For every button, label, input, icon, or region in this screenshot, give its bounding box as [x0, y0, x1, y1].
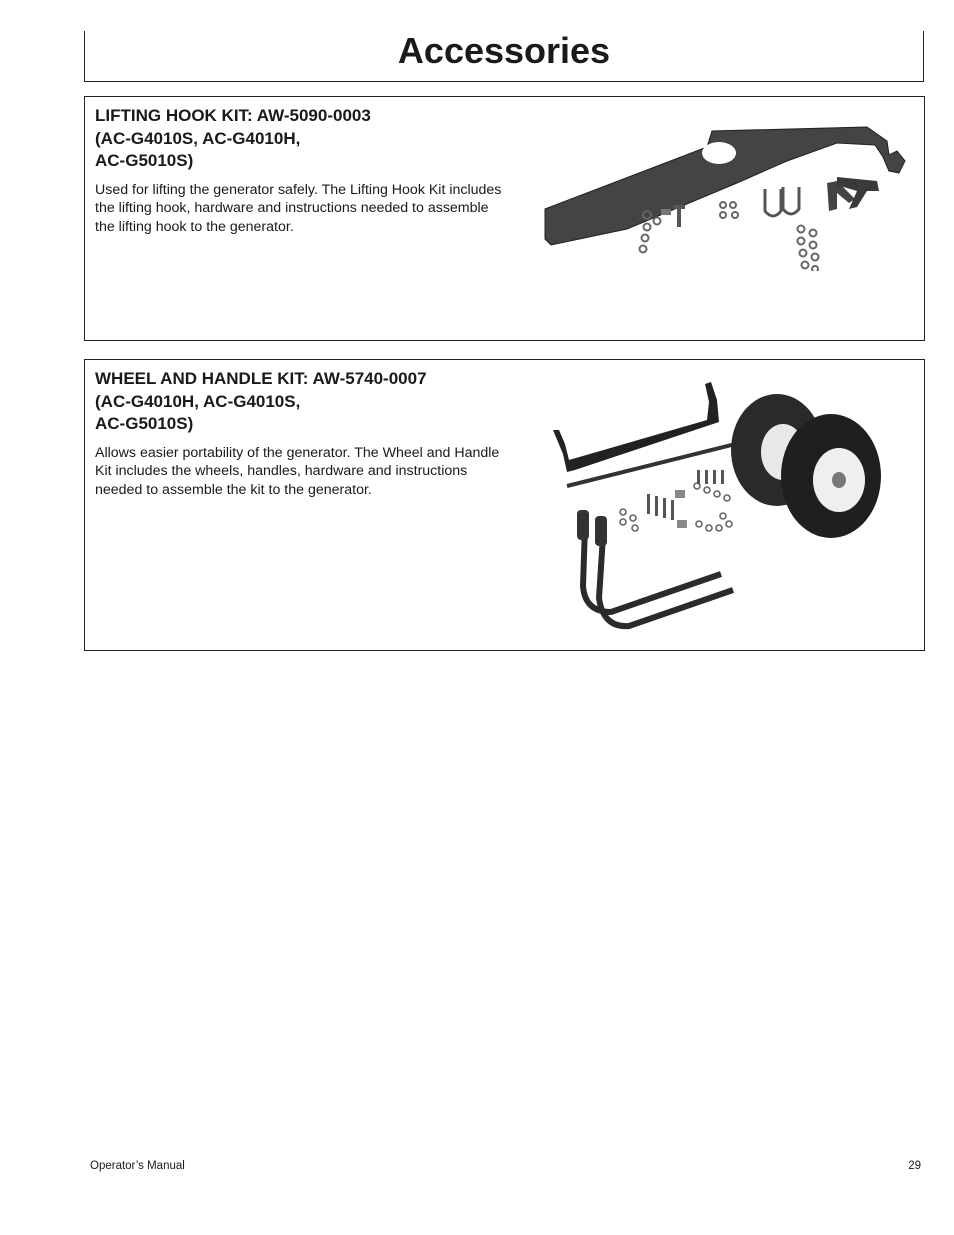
heading-line: (AC-G4010S, AC-G4010H,: [95, 128, 301, 148]
heading-line: AC-G5010S): [95, 414, 194, 433]
section-text: [95, 368, 515, 499]
lifting-hook-kit-section: [84, 96, 925, 341]
footer-manual-title: Operator’s Manual: [90, 1160, 185, 1172]
section-text: [95, 105, 515, 236]
section-description: Allows easier portability of the generator. The Wheel and Handle Kit includes the wheels, handles, hardware and instructions needed to assemble the kit to the generator.: [95, 444, 500, 498]
wheel-handle-kit-image: [547, 376, 907, 638]
section-heading: [95, 368, 515, 436]
heading-line: (AC-G4010H, AC-G4010S,: [95, 391, 301, 411]
wheel-handle-kit-section: [84, 359, 925, 651]
page-title: Accessories: [397, 30, 611, 71]
page-number: 29: [908, 1160, 921, 1172]
section-description: Used for lifting the generator safely. The Lifting Hook Kit includes the lifting hook, hardware and instructions needed to assemble the lifting hook to the generator.: [95, 181, 502, 235]
heading-line: WHEEL AND HANDLE KIT: AW-5740-0007: [95, 369, 427, 388]
heading-line: LIFTING HOOK KIT: AW-5090-0003: [95, 106, 371, 125]
lifting-hook-kit-image: [537, 121, 917, 271]
page-title-box: [84, 31, 924, 82]
section-heading: [95, 105, 515, 173]
heading-line: AC-G5010S): [95, 151, 194, 170]
